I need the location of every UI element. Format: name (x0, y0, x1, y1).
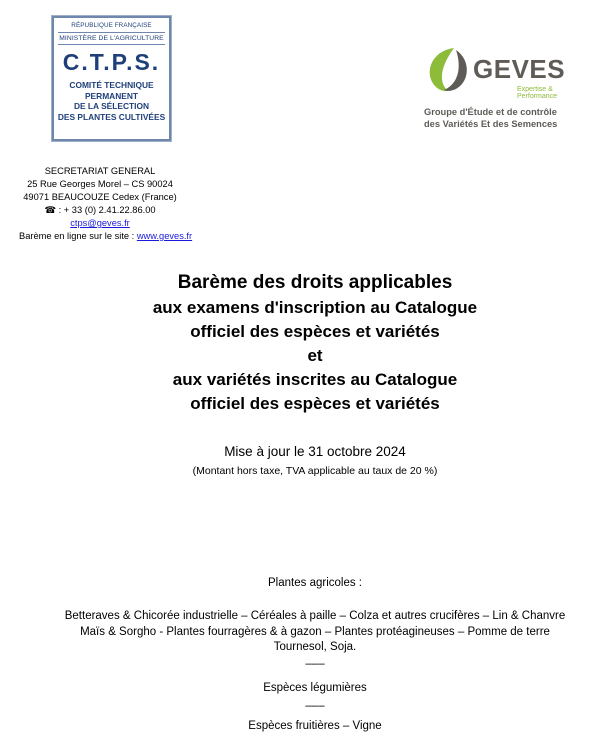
title-line: officiel des espèces et variétés (190, 322, 440, 341)
ctps-line: COMITÉ TECHNIQUE (69, 80, 154, 90)
ctps-line: PERMANENT (84, 90, 139, 101)
geves-description-line1: Groupe d'Étude et de contrôle (424, 107, 557, 117)
ctps-line: DE LA SÉLECTION (73, 101, 150, 111)
title-line: officiel des espèces et variétés (190, 394, 440, 413)
geves-tagline: Expertise & Performance (517, 86, 558, 100)
fruitieres: Espèces fruitières – Vigne (248, 720, 382, 732)
secretariat-title: SECRETARIAT GENERAL (44, 166, 156, 176)
phone-line (0, 204, 200, 217)
site-line (19, 230, 192, 243)
agricoles-line2: Maïs & Sorgho - Plantes fourragères & à gazon – Plantes protéagineuses – Pomme de terre (80, 626, 550, 638)
phone-icon: ☎ (44, 205, 57, 215)
ctps-republique: RÉPUBLIQUE FRANÇAISE (71, 22, 152, 29)
ctps-logo (51, 15, 172, 142)
document-title (0, 270, 598, 416)
site-link[interactable]: www.geves.fr (136, 231, 193, 241)
geves-logo (421, 44, 581, 134)
geves-leaf-icon (424, 44, 472, 94)
separator: ––– (305, 700, 325, 712)
title-main: Barème des droits applicables (177, 272, 453, 293)
email-line (0, 217, 200, 230)
legumieres: Espèces légumières (263, 682, 367, 694)
agricoles-line3: Tournesol, Soja. (273, 641, 357, 653)
title-line: aux variétés inscrites au Catalogue (172, 370, 458, 389)
tax-note: (Montant hors taxe, TVA applicable au taux de 20 %) (192, 465, 438, 477)
geves-description-line2: des Variétés Et des Semences (424, 119, 558, 129)
ctps-full-name (52, 80, 171, 122)
title-line: et (307, 346, 323, 365)
phone-number: : + 33 (0) 2.41.22.86.00 (58, 205, 156, 215)
agricoles-line1: Betteraves & Chicorée industrielle – Céréales à paille – Colza et autres crucifères – Lin & Chanvre (64, 610, 566, 622)
separator: ––– (305, 658, 325, 670)
update-date: Mise à jour le 31 octobre 2024 (224, 444, 406, 459)
ctps-line: DES PLANTES CULTIVÉES (57, 111, 166, 122)
email-link[interactable]: ctps@geves.fr (70, 218, 130, 228)
title-line: aux examens d'inscription au Catalogue (152, 298, 478, 317)
address-line2: 49071 BEAUCOUZE Cedex (France) (23, 192, 177, 202)
agricoles-heading: Plantes agricoles : (268, 577, 362, 589)
ctps-acronym: C.T.P.S. (62, 49, 161, 75)
secretariat-block (0, 165, 200, 241)
site-label: Barème en ligne sur le site : (19, 231, 137, 241)
geves-wordmark: GEVES (473, 54, 566, 84)
ctps-ministere: MINISTÈRE DE L'AGRICULTURE (58, 32, 165, 45)
address-line1: 25 Rue Georges Morel – CS 90024 (27, 179, 173, 189)
